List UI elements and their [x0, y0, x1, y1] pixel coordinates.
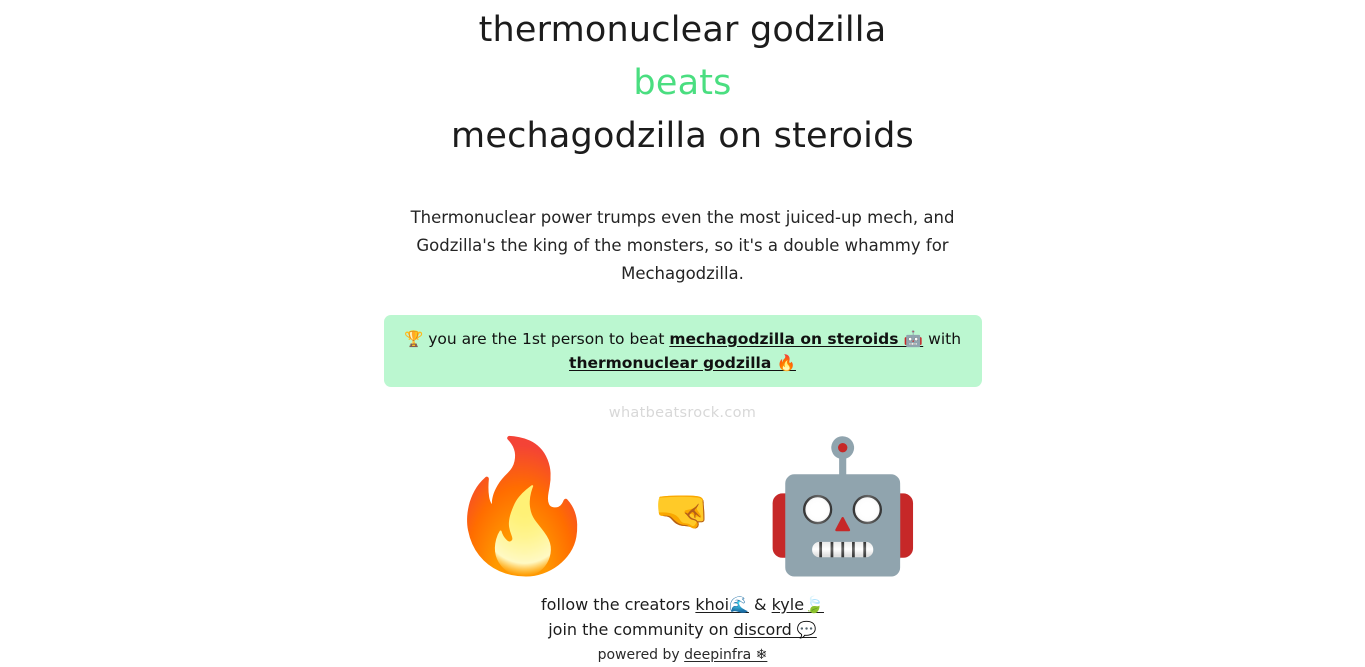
creators-row	[541, 593, 824, 618]
result-description: Thermonuclear power trumps even the most juiced-up mech, and Godzilla's the king of the monsters, so it's a double whammy for Mechagodzilla.	[410, 207, 955, 284]
community-row	[541, 618, 824, 643]
toast-beaten: mechagodzilla on steroids 🤖	[669, 329, 924, 348]
site-watermark: whatbeatsrock.com	[608, 404, 757, 421]
matchup-display	[403, 431, 963, 581]
fist-icon: 🤜	[653, 482, 712, 537]
creators-separator: &	[754, 594, 767, 614]
robot-icon: 🤖	[763, 431, 923, 581]
creator-kyle-link[interactable]: kyle🍃	[771, 594, 824, 614]
deepinfra-link[interactable]: deepinfra ❄	[684, 647, 768, 664]
powered-by-row	[541, 645, 824, 667]
fire-icon: 🔥	[442, 431, 602, 581]
discord-link[interactable]: discord 💬	[733, 619, 817, 639]
toast-prefix: you are the 1st person to beat	[428, 329, 665, 348]
creators-label: follow the creators	[541, 594, 691, 614]
creator-khoi-link[interactable]: khoi🌊	[695, 594, 749, 614]
toast-middle: with	[928, 329, 962, 348]
headline	[253, 4, 1113, 164]
headline-loser: thermonuclear godzilla	[478, 10, 887, 50]
toast-used: thermonuclear godzilla 🔥	[569, 353, 796, 372]
status-badge	[384, 315, 982, 387]
footer	[541, 593, 824, 667]
community-label: join the community on	[548, 619, 729, 639]
trophy-icon: 🏆	[403, 329, 424, 348]
powered-by-label: powered by	[597, 647, 680, 664]
headline-verb: beats	[633, 63, 732, 104]
headline-winner: mechagodzilla on steroids	[451, 116, 914, 157]
